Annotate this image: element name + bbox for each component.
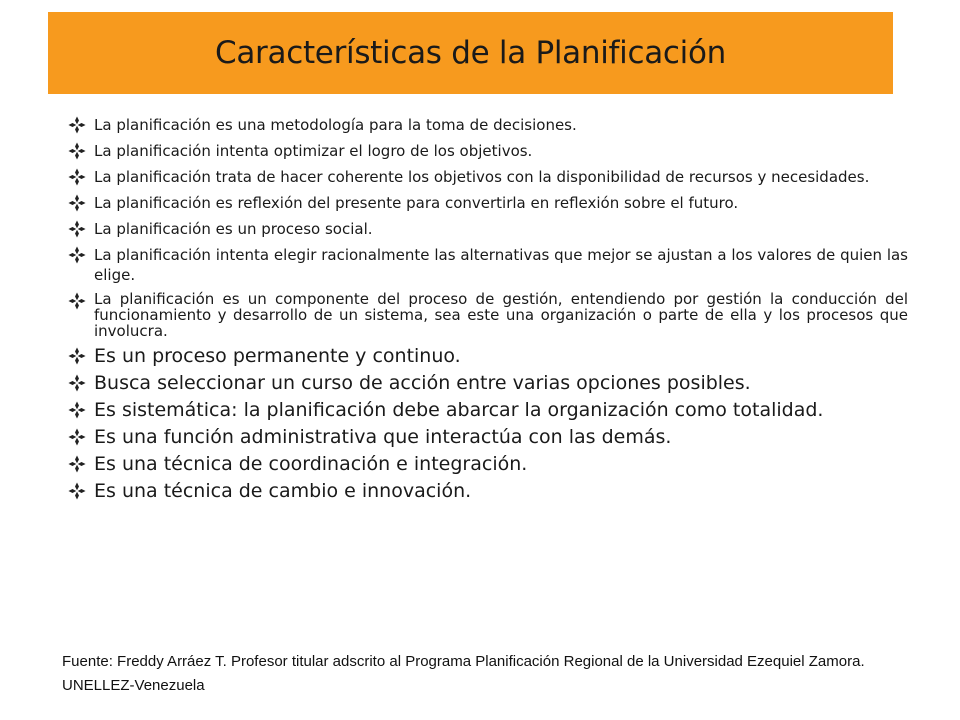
four-diamond-star-icon bbox=[68, 482, 86, 500]
four-diamond-star-icon bbox=[68, 142, 86, 160]
bullet-item bbox=[68, 291, 908, 339]
bullet-item bbox=[68, 480, 908, 502]
bullet-item bbox=[68, 453, 908, 475]
four-diamond-star-icon bbox=[68, 292, 86, 310]
bullet-item bbox=[68, 372, 908, 394]
four-diamond-star-icon bbox=[68, 168, 86, 186]
bullet-text: La planificación es reflexión del presente para convertirla en reflexión sobre el futuro. bbox=[94, 194, 739, 212]
slide-title: Características de la Planificación bbox=[215, 35, 726, 71]
bullet-item bbox=[68, 345, 908, 367]
bullet-text: La planificación trata de hacer coherente los objetivos con la disponibilidad de recursos y necesidades. bbox=[94, 168, 870, 186]
bullet-text: La planificación es una metodología para la toma de decisiones. bbox=[94, 116, 577, 134]
bullet-text: Es un proceso permanente y continuo. bbox=[94, 345, 461, 367]
four-diamond-star-icon bbox=[68, 455, 86, 473]
bullet-item bbox=[68, 167, 908, 187]
bullet-list bbox=[68, 115, 908, 507]
bullet-text: Es sistemática: la planificación debe abarcar la organización como totalidad. bbox=[94, 399, 824, 421]
four-diamond-star-icon bbox=[68, 194, 86, 212]
bullet-text: Es una técnica de coordinación e integración. bbox=[94, 453, 528, 475]
four-diamond-star-icon bbox=[68, 428, 86, 446]
four-diamond-star-icon bbox=[68, 246, 86, 264]
bullet-text: Es una función administrativa que interactúa con las demás. bbox=[94, 426, 672, 448]
bullet-item bbox=[68, 399, 908, 421]
bullet-item bbox=[68, 141, 908, 161]
bullet-item bbox=[68, 219, 908, 239]
bullet-item bbox=[68, 193, 908, 213]
four-diamond-star-icon bbox=[68, 347, 86, 365]
bullet-item bbox=[68, 245, 908, 285]
four-diamond-star-icon bbox=[68, 220, 86, 238]
bullet-text: La planificación es un componente del proceso de gestión, entendiendo por gestión la conducción del funcionamiento y desarrollo de un sistema, sea este una organización o parte de ella y los procesos que involucra. bbox=[94, 290, 908, 340]
bullet-item bbox=[68, 115, 908, 135]
bullet-text: Es una técnica de cambio e innovación. bbox=[94, 480, 472, 502]
source-citation: Fuente: Freddy Arráez T. Profesor titular adscrito al Programa Planificación Regional de la Universidad Ezequiel Zamora. UNELLEZ-Venezuela bbox=[62, 653, 865, 694]
bullet-item bbox=[68, 426, 908, 448]
bullet-text: La planificación intenta elegir racionalmente las alternativas que mejor se ajustan a los valores de quien las elige. bbox=[94, 246, 908, 284]
bullet-text: La planificación es un proceso social. bbox=[94, 220, 373, 238]
title-banner bbox=[48, 12, 893, 94]
bullet-text: La planificación intenta optimizar el logro de los objetivos. bbox=[94, 142, 533, 160]
four-diamond-star-icon bbox=[68, 401, 86, 419]
four-diamond-star-icon bbox=[68, 374, 86, 392]
four-diamond-star-icon bbox=[68, 116, 86, 134]
bullet-text: Busca seleccionar un curso de acción entre varias opciones posibles. bbox=[94, 372, 751, 394]
